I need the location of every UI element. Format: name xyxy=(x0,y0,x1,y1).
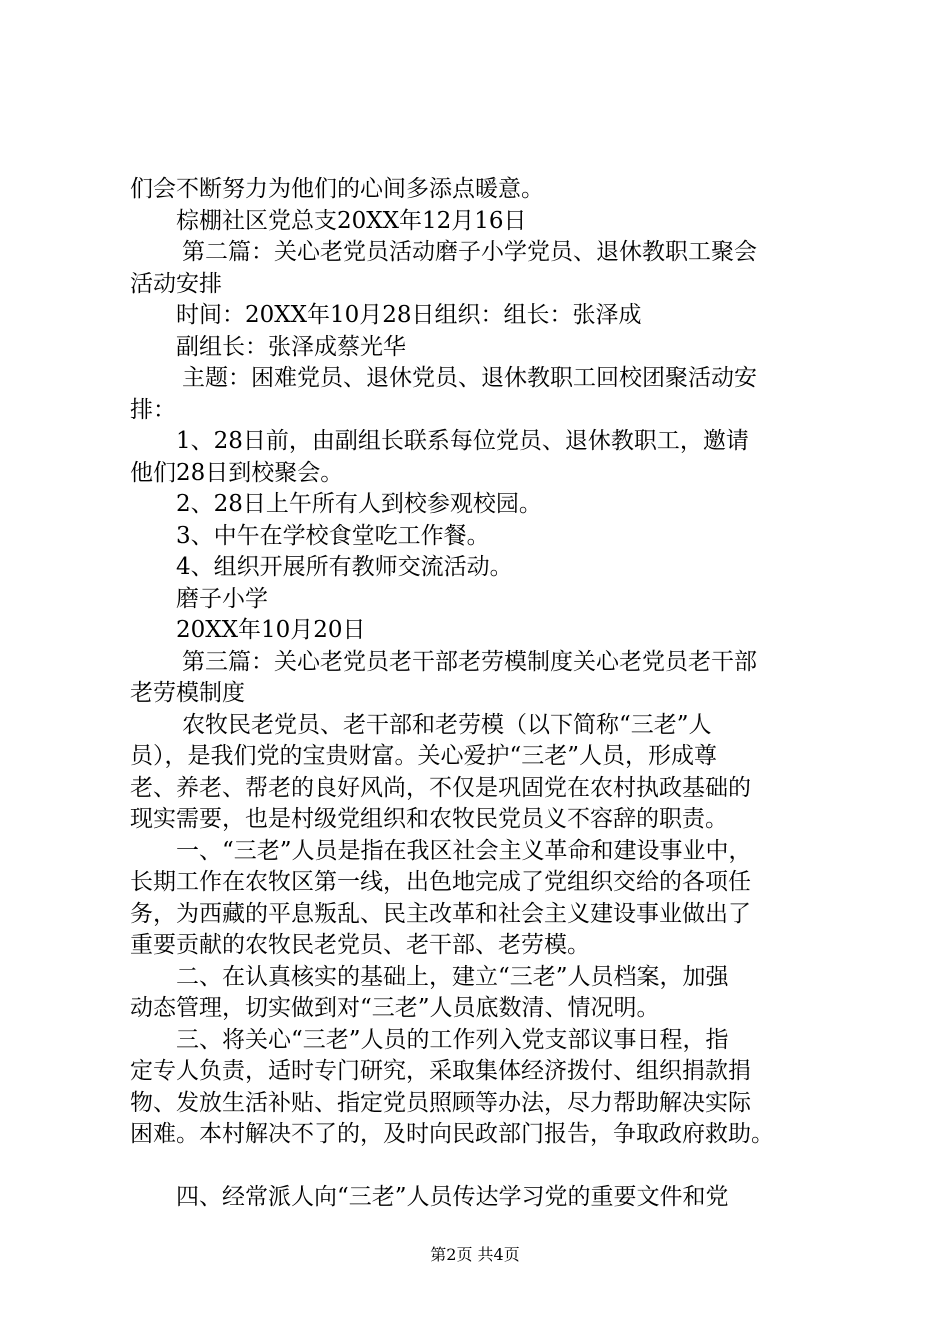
text-line: 老劳模制度 xyxy=(130,680,245,706)
text-line: 时间：20XX年10月28日组织：组长：张泽成 xyxy=(176,302,642,328)
text-line: 重要贡献的农牧民老党员、老干部、老劳模。 xyxy=(130,932,590,958)
text-line: 动态管理，切实做到对“三老”人员底数清、情况明。 xyxy=(130,995,660,1021)
text-line: 务，为西藏的平息叛乱、民主改革和社会主义建设事业做出了 xyxy=(130,900,751,927)
text-line: 长期工作在农牧区第一线，出色地完成了党组织交给的各项任 xyxy=(130,869,751,895)
text-line: 棕棚社区党总支20XX年12月16日 xyxy=(176,207,527,234)
text-line: 定专人负责，适时专门研究，采取集体经济拨付、组织捐款捐 xyxy=(130,1058,751,1084)
blank-line xyxy=(130,1151,830,1183)
text-line: 他们28日到校聚会。 xyxy=(130,459,344,486)
text-line: 2、28日上午所有人到校参观校园。 xyxy=(176,491,542,517)
text-line: 老、养老、帮老的良好风尚，不仅是巩固党在农村执政基础的 xyxy=(130,774,751,801)
text-line: 20XX年10月20日 xyxy=(176,617,366,643)
text-line: 困难。本村解决不了的，及时向民政部门报告，争取政府救助。 xyxy=(130,1121,774,1147)
text-line: 第三篇：关心老党员老干部老劳模制度关心老党员老干部 xyxy=(182,648,757,675)
text-line: 二、在认真核实的基础上，建立“三老”人员档案，加强 xyxy=(176,963,729,990)
text-line: 4、组织开展所有教师交流活动。 xyxy=(176,554,513,580)
text-line: 们会不断努力为他们的心间多添点暖意。 xyxy=(130,176,544,202)
text-line: 三、将关心“三老”人员的工作列入党支部议事日程，指 xyxy=(176,1026,729,1053)
text-line: 活动安排 xyxy=(130,270,222,297)
text-line: 第二篇：关心老党员活动磨子小学党员、退休教职工聚会 xyxy=(182,239,757,265)
text-line: 3、中午在学校食堂吃工作餐。 xyxy=(176,522,490,549)
text-line: 主题：困难党员、退休党员、退休教职工回校团聚活动安 xyxy=(182,365,757,391)
text-line: 四、经常派人向“三老”人员传达学习党的重要文件和党 xyxy=(176,1184,729,1210)
text-line: 副组长：张泽成蔡光华 xyxy=(176,333,406,360)
document-body xyxy=(130,174,830,1214)
text-line: 磨子小学 xyxy=(176,585,268,612)
text-line: 员），是我们党的宝贵财富。关心爱护“三老”人员，形成尊 xyxy=(130,743,718,769)
text-line: 现实需要，也是村级党组织和农牧民党员义不容辞的职责。 xyxy=(130,806,728,832)
text-line: 排： xyxy=(130,396,176,423)
page-footer: 第2页 共4页 xyxy=(430,1245,520,1264)
text-line: 物、发放生活补贴、指定党员照顾等办法，尽力帮助解决实际 xyxy=(130,1089,751,1116)
text-line: 一、“三老”人员是指在我区社会主义革命和建设事业中， xyxy=(176,837,752,864)
text-line: 1、28日前，由副组长联系每位党员、退休教职工，邀请 xyxy=(176,428,749,454)
text-line: 农牧民老党员、老干部和老劳模（以下简称“三老”人 xyxy=(182,711,712,738)
